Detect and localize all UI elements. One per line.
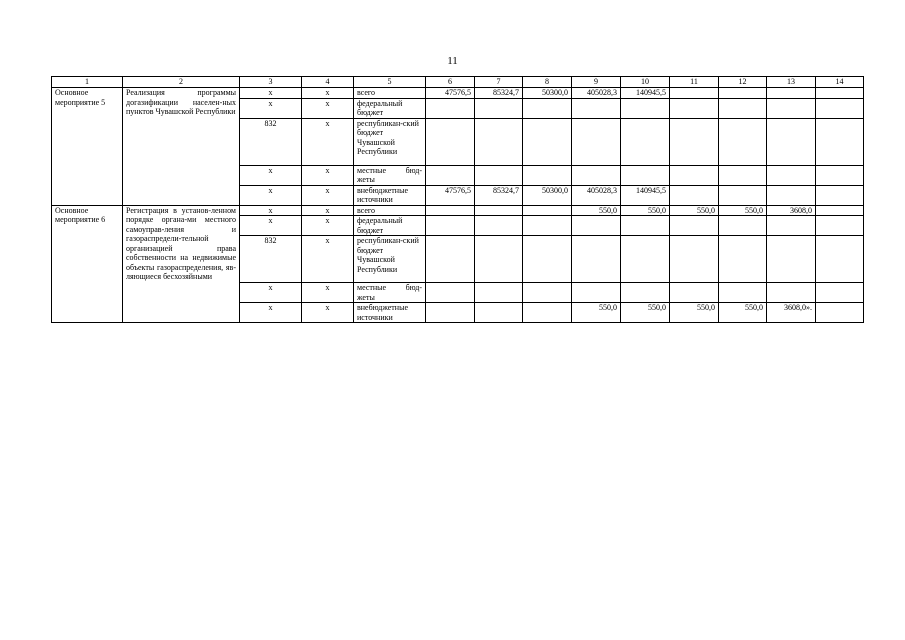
funding-source: федеральный бюджет [354,216,426,236]
event-name: Основное мероприятие 6 [52,205,123,323]
code-cell: х [302,205,354,216]
value-cell: 85324,7 [475,185,523,205]
value-cell: 550,0 [621,303,670,323]
column-header-1: 1 [52,77,123,88]
value-cell [670,98,719,118]
table-row [52,205,864,216]
value-cell: 140945,5 [621,185,670,205]
code-cell: х [302,303,354,323]
value-cell [670,216,719,236]
column-header-8: 8 [523,77,572,88]
code-cell: х [240,98,302,118]
value-cell [475,165,523,185]
funding-source: внебюджетные источники [354,185,426,205]
value-cell [816,98,864,118]
value-cell [426,236,475,283]
header-row [52,77,864,88]
value-cell: 550,0 [621,205,670,216]
event-description: Реализация программы догазификации населен-ных пунктов Чувашской Республики [123,88,240,206]
value-cell: 47576,5 [426,88,475,99]
value-cell: 550,0 [719,303,767,323]
value-cell [621,165,670,185]
column-header-9: 9 [572,77,621,88]
value-cell: 47576,5 [426,185,475,205]
column-header-14: 14 [816,77,864,88]
code-cell: х [240,165,302,185]
value-cell [475,303,523,323]
value-cell [426,165,475,185]
value-cell [475,98,523,118]
value-cell [816,205,864,216]
column-header-11: 11 [670,77,719,88]
code-cell: х [240,216,302,236]
code-cell: х [302,236,354,283]
value-cell [475,236,523,283]
value-cell: 50300,0 [523,88,572,99]
value-cell [719,98,767,118]
value-cell [816,165,864,185]
value-cell [523,98,572,118]
funding-source: всего [354,205,426,216]
value-cell [670,283,719,303]
value-cell [816,185,864,205]
value-cell [767,283,816,303]
column-header-2: 2 [123,77,240,88]
value-cell: 140945,5 [621,88,670,99]
column-header-5: 5 [354,77,426,88]
value-cell [621,283,670,303]
value-cell [426,98,475,118]
value-cell [426,303,475,323]
value-cell [475,283,523,303]
value-cell [767,185,816,205]
funding-source: местные бюд-жеты [354,165,426,185]
value-cell: 550,0 [719,205,767,216]
value-cell [670,88,719,99]
value-cell [523,236,572,283]
value-cell [816,216,864,236]
value-cell [816,118,864,165]
value-cell [719,185,767,205]
value-cell [719,165,767,185]
code-cell: х [240,88,302,99]
value-cell [767,165,816,185]
value-cell: 405028,3 [572,185,621,205]
value-cell [816,283,864,303]
value-cell [523,303,572,323]
value-cell [767,118,816,165]
code-cell: х [302,165,354,185]
value-cell: 3608,0». [767,303,816,323]
code-cell: х [302,88,354,99]
value-cell [572,118,621,165]
value-cell [523,118,572,165]
event-name: Основное мероприятие 5 [52,88,123,206]
value-cell [426,283,475,303]
column-header-10: 10 [621,77,670,88]
value-cell [572,216,621,236]
value-cell [670,185,719,205]
value-cell [523,165,572,185]
table-row [52,88,864,99]
value-cell: 85324,7 [475,88,523,99]
funding-source: республикан-ский бюджет Чувашской Республики [354,118,426,165]
value-cell [670,118,719,165]
value-cell: 50300,0 [523,185,572,205]
value-cell: 550,0 [670,205,719,216]
value-cell [719,216,767,236]
column-header-4: 4 [302,77,354,88]
value-cell [621,118,670,165]
funding-source: местные бюд-жеты [354,283,426,303]
value-cell [719,88,767,99]
value-cell [621,216,670,236]
code-cell: х [240,185,302,205]
code-cell: х [240,303,302,323]
column-header-13: 13 [767,77,816,88]
value-cell: 3608,0 [767,205,816,216]
value-cell [572,283,621,303]
code-cell: х [240,205,302,216]
value-cell [475,205,523,216]
value-cell [767,98,816,118]
value-cell [572,98,621,118]
value-cell [719,283,767,303]
value-cell [475,118,523,165]
budget-table [51,76,864,323]
value-cell [767,216,816,236]
value-cell [719,118,767,165]
value-cell [426,216,475,236]
code-cell: х [302,118,354,165]
value-cell [670,236,719,283]
value-cell [523,205,572,216]
code-cell: х [302,216,354,236]
value-cell [426,118,475,165]
value-cell [719,236,767,283]
value-cell [767,236,816,283]
value-cell [572,236,621,283]
value-cell: 550,0 [572,303,621,323]
code-cell: 832 [240,236,302,283]
value-cell [816,236,864,283]
funding-source: всего [354,88,426,99]
value-cell [816,88,864,99]
column-header-12: 12 [719,77,767,88]
code-cell: х [302,283,354,303]
value-cell: 405028,3 [572,88,621,99]
event-description: Регистрация в установ-ленном порядке органа-ми местного самоуправ-ления и газораспредели-тельной организацией права собственности на недвижимые объекты газораспределения, яв-ляющиеся бесхозяйными [123,205,240,323]
page-number: 11 [447,55,458,67]
value-cell [523,283,572,303]
column-header-7: 7 [475,77,523,88]
value-cell [816,303,864,323]
value-cell [621,98,670,118]
column-header-6: 6 [426,77,475,88]
code-cell: 832 [240,118,302,165]
funding-source: республикан-ский бюджет Чувашской Республики [354,236,426,283]
funding-source: внебюджетные источники [354,303,426,323]
value-cell [426,205,475,216]
value-cell [572,165,621,185]
code-cell: х [302,185,354,205]
value-cell [621,236,670,283]
value-cell: 550,0 [572,205,621,216]
value-cell: 550,0 [670,303,719,323]
value-cell [523,216,572,236]
value-cell [475,216,523,236]
value-cell [670,165,719,185]
code-cell: х [240,283,302,303]
column-header-3: 3 [240,77,302,88]
code-cell: х [302,98,354,118]
value-cell [767,88,816,99]
funding-source: федеральный бюджет [354,98,426,118]
